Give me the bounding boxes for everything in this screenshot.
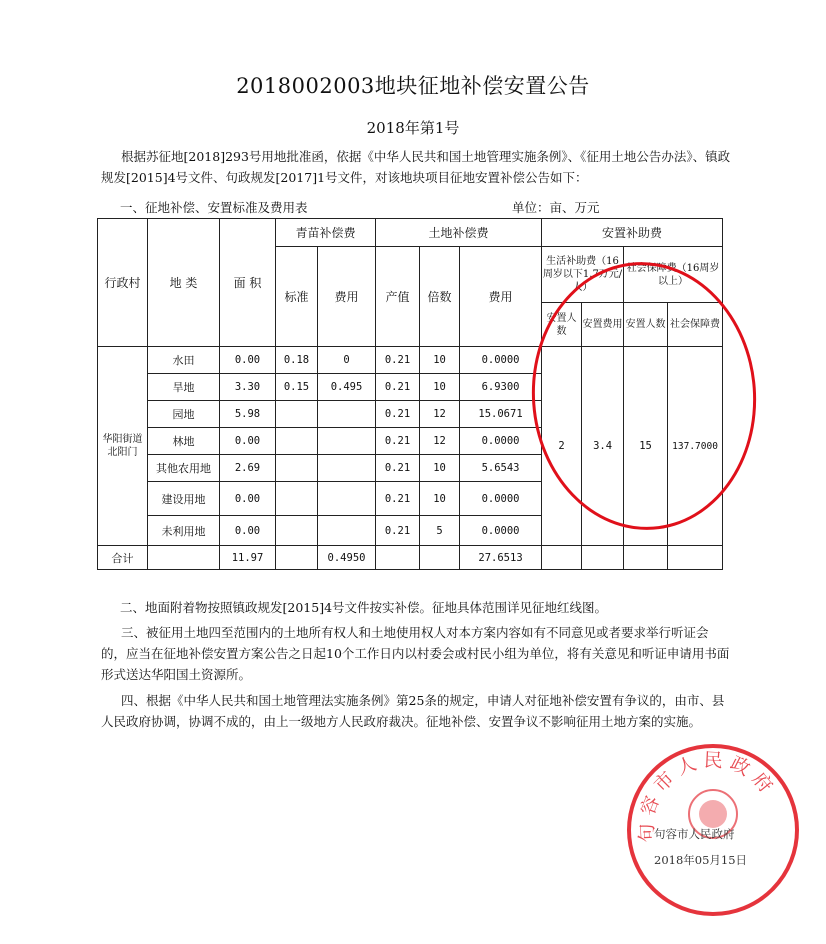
multiple-cell: 10 [420,482,460,516]
seedling-standard-cell [276,516,318,546]
seedling-fee-cell [318,428,376,455]
seedling-fee-cell [318,516,376,546]
total-land-fee: 27.6513 [460,546,542,570]
output-cell: 0.21 [376,347,420,374]
village-cell: 华阳街道北阳门 [98,347,148,546]
land-fee-cell: 0.0000 [460,428,542,455]
header-seedling-standard: 标准 [276,247,318,347]
seedling-standard-cell: 0.18 [276,347,318,374]
output-cell: 0.21 [376,374,420,401]
area-cell: 5.98 [220,401,276,428]
header-social-security: 社会保障费（16周岁以上） [624,247,723,303]
unit-label: 单位：亩、万元 [512,200,600,215]
land-fee-cell: 0.0000 [460,516,542,546]
multiple-cell: 5 [420,516,460,546]
page-title: 2018002003地块征地补偿安置公告 [236,74,590,98]
total-seedling-fee: 0.4950 [318,546,376,570]
area-cell: 2.69 [220,455,276,482]
output-cell: 0.21 [376,455,420,482]
seal-date: 2018年05月15日 [654,853,748,867]
seedling-standard-cell [276,401,318,428]
header-village: 行政村 [98,219,148,347]
multiple-cell: 12 [420,428,460,455]
header-output: 产值 [376,247,420,347]
section3-paragraph: 三、被征用土地四至范围内的土地所有权人和土地使用权人对本方案内容如有不同意见或者要求举行听证会的，应当在征地补偿安置方案公告之日起10个工作日内以村委会或村民小组为单位，将有关意见和听证申请用书面形式送达华阳国土资源所。 [101,625,730,682]
ss-count-cell: 15 [624,347,668,546]
multiple-cell: 10 [420,347,460,374]
land-fee-cell: 5.6543 [460,455,542,482]
header-resettle-fee: 安置费用 [582,303,624,347]
notice-number: 2018年第1号 [366,119,460,137]
output-cell: 0.21 [376,401,420,428]
land-type-cell: 林地 [148,428,220,455]
area-cell: 0.00 [220,347,276,374]
seedling-standard-cell [276,482,318,516]
seedling-standard-cell [276,428,318,455]
output-cell: 0.21 [376,482,420,516]
land-fee-cell: 15.0671 [460,401,542,428]
header-seedling: 青苗补偿费 [276,219,376,247]
header-land-compensation: 土地补偿费 [376,219,542,247]
land-fee-cell: 6.9300 [460,374,542,401]
land-fee-cell: 0.0000 [460,482,542,516]
seedling-fee-cell: 0.495 [318,374,376,401]
seal-organization: 句容市人民政府 [654,827,735,841]
seal-ring-text: 句容市人民政府 [635,749,781,843]
land-type-cell: 水田 [148,347,220,374]
area-cell: 3.30 [220,374,276,401]
section1-title: 一、征地补偿、安置标准及费用表 [120,200,308,215]
area-cell: 0.00 [220,516,276,546]
area-cell: 0.00 [220,428,276,455]
seedling-standard-cell: 0.15 [276,374,318,401]
multiple-cell: 10 [420,455,460,482]
ss-fee-cell: 137.7000 [668,347,723,546]
seedling-fee-cell [318,455,376,482]
output-cell: 0.21 [376,516,420,546]
resettle-fee-cell: 3.4 [582,347,624,546]
section4-paragraph: 四、根据《中华人民共和国土地管理法实施条例》第25条的规定，申请人对征地补偿安置有争议的，由市、县人民政府协调，协调不成的，由上一级地方人民政府裁决。征地补偿、安置争议不影响征用土地方案的实施。 [101,693,725,729]
header-living-subsidy: 生活补助费（16周岁以下1.7万元/人） [542,247,624,303]
land-type-cell: 园地 [148,401,220,428]
land-type-cell: 旱地 [148,374,220,401]
seedling-fee-cell [318,482,376,516]
seedling-fee-cell [318,401,376,428]
land-type-cell: 未利用地 [148,516,220,546]
total-label: 合计 [98,546,148,570]
seedling-fee-cell: 0 [318,347,376,374]
multiple-cell: 10 [420,374,460,401]
land-type-cell: 建设用地 [148,482,220,516]
header-seedling-fee: 费用 [318,247,376,347]
total-area: 11.97 [220,546,276,570]
header-ss-fee: 社会保障费 [668,303,723,347]
seedling-standard-cell [276,455,318,482]
header-ss-count: 安置人数 [624,303,668,347]
header-multiple: 倍数 [420,247,460,347]
header-land-fee: 费用 [460,247,542,347]
resettle-count-cell: 2 [542,347,582,546]
output-cell: 0.21 [376,428,420,455]
land-fee-cell: 0.0000 [460,347,542,374]
header-area: 面 积 [220,219,276,347]
section2-paragraph: 二、地面附着物按照镇政规发[2015]4号文件按实补偿。征地具体范围详见征地红线图。 [120,600,608,615]
multiple-cell: 12 [420,401,460,428]
land-type-cell: 其他农用地 [148,455,220,482]
intro-paragraph: 根据苏征地[2018]293号用地批准函，依据《中华人民共和国土地管理实施条例》、《征用土地公告办法》、镇政规发[2015]4号文件、句政规发[2017]1号文件，对该地块项目征地安置补偿公告如下： [101,149,731,185]
header-resettle-count: 安置人数 [542,303,582,347]
area-cell: 0.00 [220,482,276,516]
header-resettlement: 安置补助费 [542,219,723,247]
header-land-type: 地 类 [148,219,220,347]
